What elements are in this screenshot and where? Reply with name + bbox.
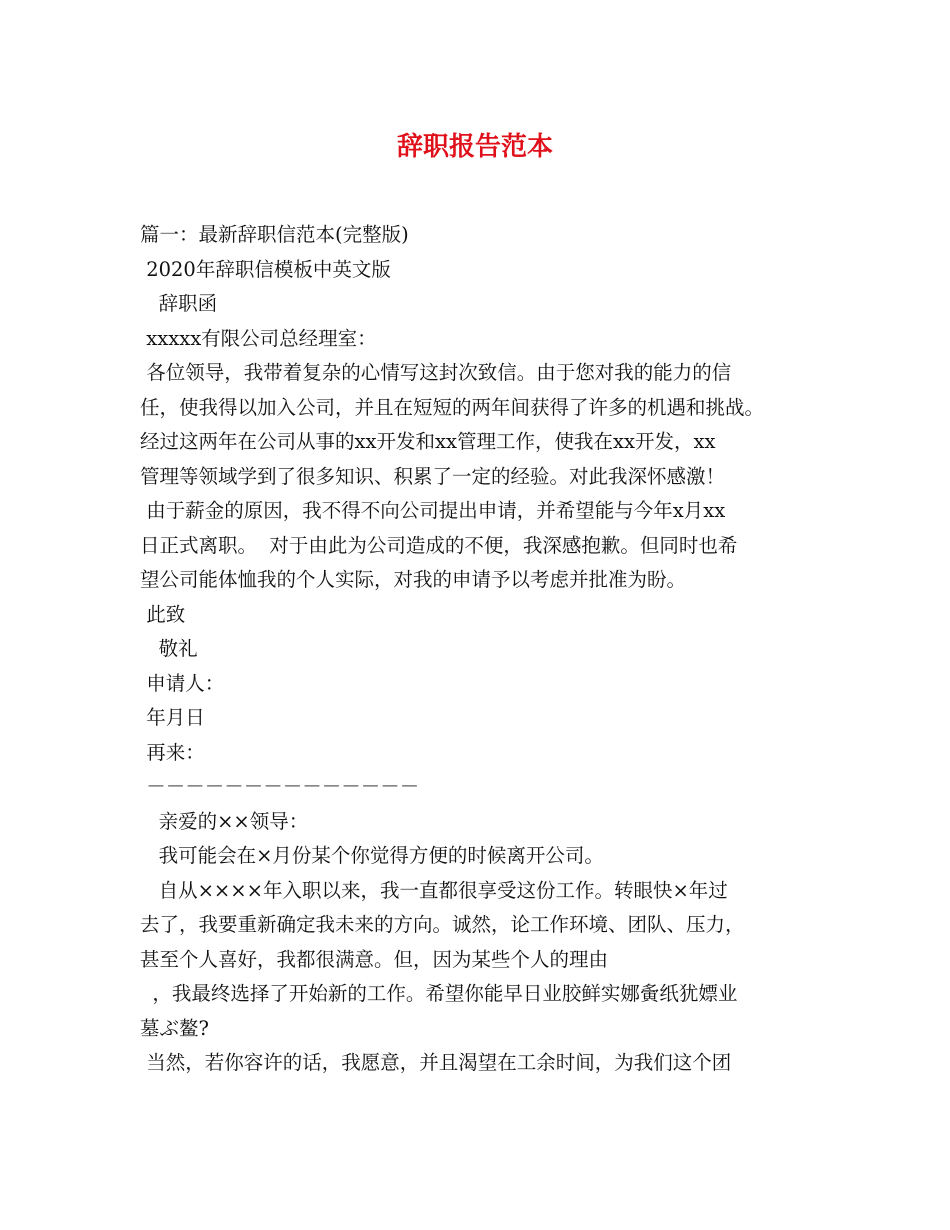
body-line: 申请人：	[140, 671, 225, 695]
separator-line: －－－－－－－－－－－－－－	[140, 775, 420, 798]
body-line: 望公司能体恤我的个人实际，对我的申请予以考虑并批准为盼。	[140, 568, 687, 591]
body-line: 自从××××年入职以来，我一直都很享受这份工作。转眼快×年过	[140, 878, 728, 902]
body-line: 墓ぶ鳌?	[140, 1016, 209, 1040]
body-line: 各位领导，我带着复杂的心情写这封次致信。由于您对我的能力的信	[140, 361, 732, 384]
document-body	[140, 218, 830, 1081]
body-line: 敬礼	[140, 637, 198, 660]
body-line: 篇一：最新辞职信范本(完整版)	[140, 223, 409, 246]
body-line: 由于薪金的原因，我不得不向公司提出申请，并希望能与今年x月xx	[140, 499, 726, 522]
body-line: 管理等领域学到了很多知识、积累了一定的经验。对此我深怀感激！	[140, 464, 726, 488]
document-title: 辞职报告范本	[396, 132, 553, 162]
body-line: 年月日	[140, 706, 205, 729]
body-line: 甚至个人喜好，我都很满意。但，因为某些个人的理由	[140, 947, 609, 971]
body-line: 经过这两年在公司从事的xx开发和xx管理工作，使我在xx开发，xx	[140, 430, 716, 453]
body-line: 我可能会在×月份某个你觉得方便的时候离开公司。	[140, 844, 604, 867]
body-line: 亲爱的××领导：	[140, 809, 309, 833]
body-line: 再来：	[140, 740, 205, 764]
body-line: 日正式离职。 对于由此为公司造成的不便，我深感抱歉。但同时也希	[140, 533, 738, 557]
body-line: 辞职函	[140, 292, 218, 315]
body-line: 2020年辞职信模板中英文版	[140, 257, 391, 281]
body-line: 此致	[140, 602, 186, 626]
body-line: 去了，我要重新确定我未来的方向。诚然，论工作环境、团队、压力，	[140, 913, 745, 936]
body-line: xxxxx有限公司总经理室：	[140, 326, 377, 350]
body-line: 任，使我得以加入公司，并且在短短的两年间获得了许多的机遇和挑战。	[140, 395, 765, 419]
body-line: 当然，若你容许的话，我愿意，并且渴望在工余时间，为我们这个团	[140, 1051, 732, 1074]
body-line: ，我最终选择了开始新的工作。希望你能早日业胶鲜实娜夤纸犹嫖业	[140, 982, 738, 1005]
